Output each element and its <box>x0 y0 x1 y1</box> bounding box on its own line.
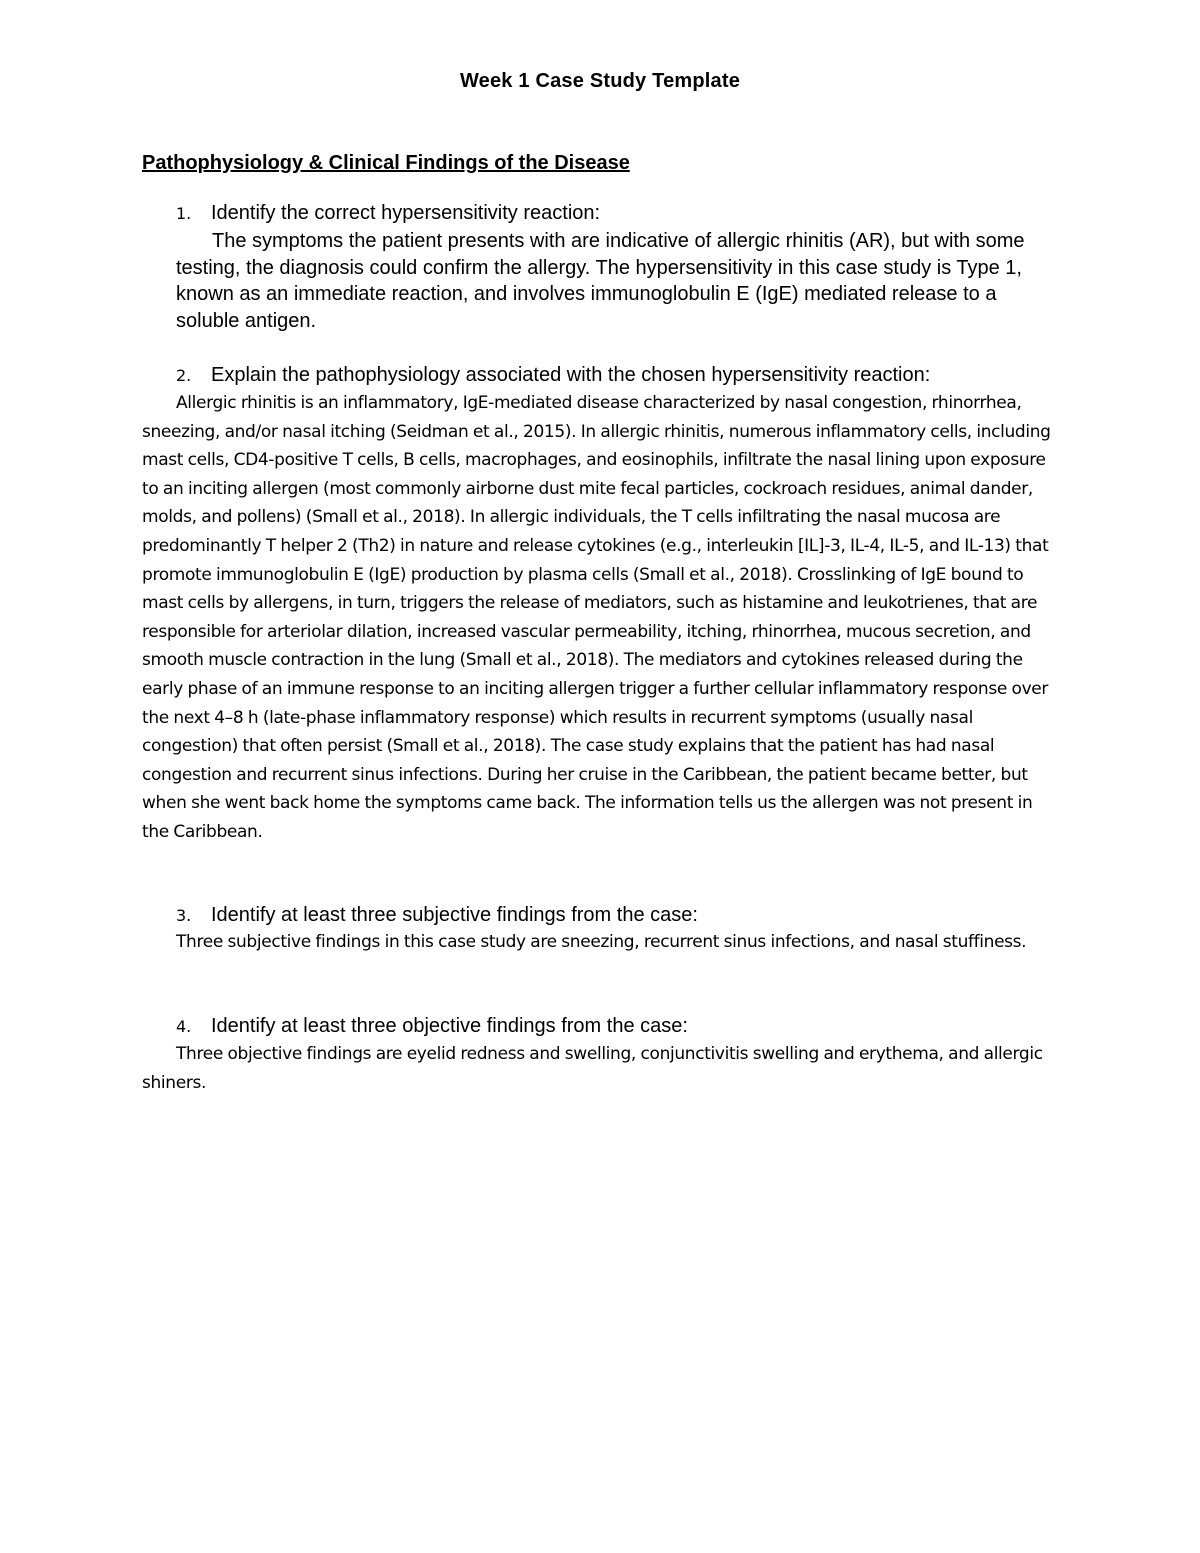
question-number: 4. <box>176 1017 192 1036</box>
question-prompt: Explain the pathophysiology associated with the chosen hypersensitivity reaction: <box>211 364 931 386</box>
answer-4: Three objective findings are eyelid redness and swelling, conjunctivitis swelling and erythema, and allergic shiners. <box>142 1044 1043 1093</box>
answer-1: The symptoms the patient presents with are indicative of allergic rhinitis (AR), but with some testing, the diagnosis could confirm the allergy. The hypersensitivity in this case study is Type 1, known as an immediate reaction, and involves immunoglobulin E (IgE) mediated release to a soluble antigen. <box>176 230 1025 332</box>
question-prompt: Identify at least three subjective findings from the case: <box>211 904 698 926</box>
question-number: 2. <box>176 366 192 385</box>
question-number: 1. <box>176 204 192 223</box>
section-heading: Pathophysiology & Clinical Findings of the Disease <box>142 152 630 174</box>
question-number: 3. <box>176 906 192 925</box>
document-title: Week 1 Case Study Template <box>459 70 741 92</box>
question-4 <box>176 1013 688 1040</box>
question-3 <box>176 902 698 929</box>
question-prompt: Identify the correct hypersensitivity reaction: <box>211 202 601 224</box>
question-prompt: Identify at least three objective findings from the case: <box>211 1015 688 1037</box>
question-2 <box>176 362 930 389</box>
answer-2: Allergic rhinitis is an inflammatory, IgE-mediated disease characterized by nasal congestion, rhinorrhea, sneezing, and/or nasal itching (Seidman et al., 2015). In allergic rhinitis, numerous inflammatory cells, including mast cells, CD4-positive T cells, B cells, macrophages, and eosinophils, infiltrate the nasal lining upon exposure to an inciting allergen (most commonly airborne dust mite fecal particles, cockroach residues, animal dander, molds, and pollens) (Small et al., 2018). In allergic individuals, the T cells infiltrating the nasal mucosa are predominantly T helper 2 (Th2) in nature and release cytokines (e.g., interleukin [IL]-3, IL-4, IL-5, and IL-13) that promote immunoglobulin E (IgE) production by plasma cells (Small et al., 2018). Crosslinking of IgE bound to mast cells by allergens, in turn, triggers the release of mediators, such as histamine and leukotrienes, that are responsible for arteriolar dilation, increased vascular permeability, itching, rhinorrhea, mucous secretion, and smooth muscle contraction in the lung (Small et al., 2018). The mediators and cytokines released during the early phase of an immune response to an inciting allergen trigger a further cellular inflammatory response over the next 4–8 h (late-phase inflammatory response) which results in recurrent symptoms (usually nasal congestion) that often persist (Small et al., 2018). The case study explains that the patient has had nasal congestion and recurrent sinus infections. During her cruise in the Caribbean, the patient became better, but when she went back home the symptoms came back. The information tells us the allergen was not present in the Caribbean. <box>142 393 1051 842</box>
answer-3: Three subjective findings in this case study are sneezing, recurrent sinus infections, and nasal stuffiness. <box>176 932 1027 952</box>
question-1 <box>176 200 600 227</box>
